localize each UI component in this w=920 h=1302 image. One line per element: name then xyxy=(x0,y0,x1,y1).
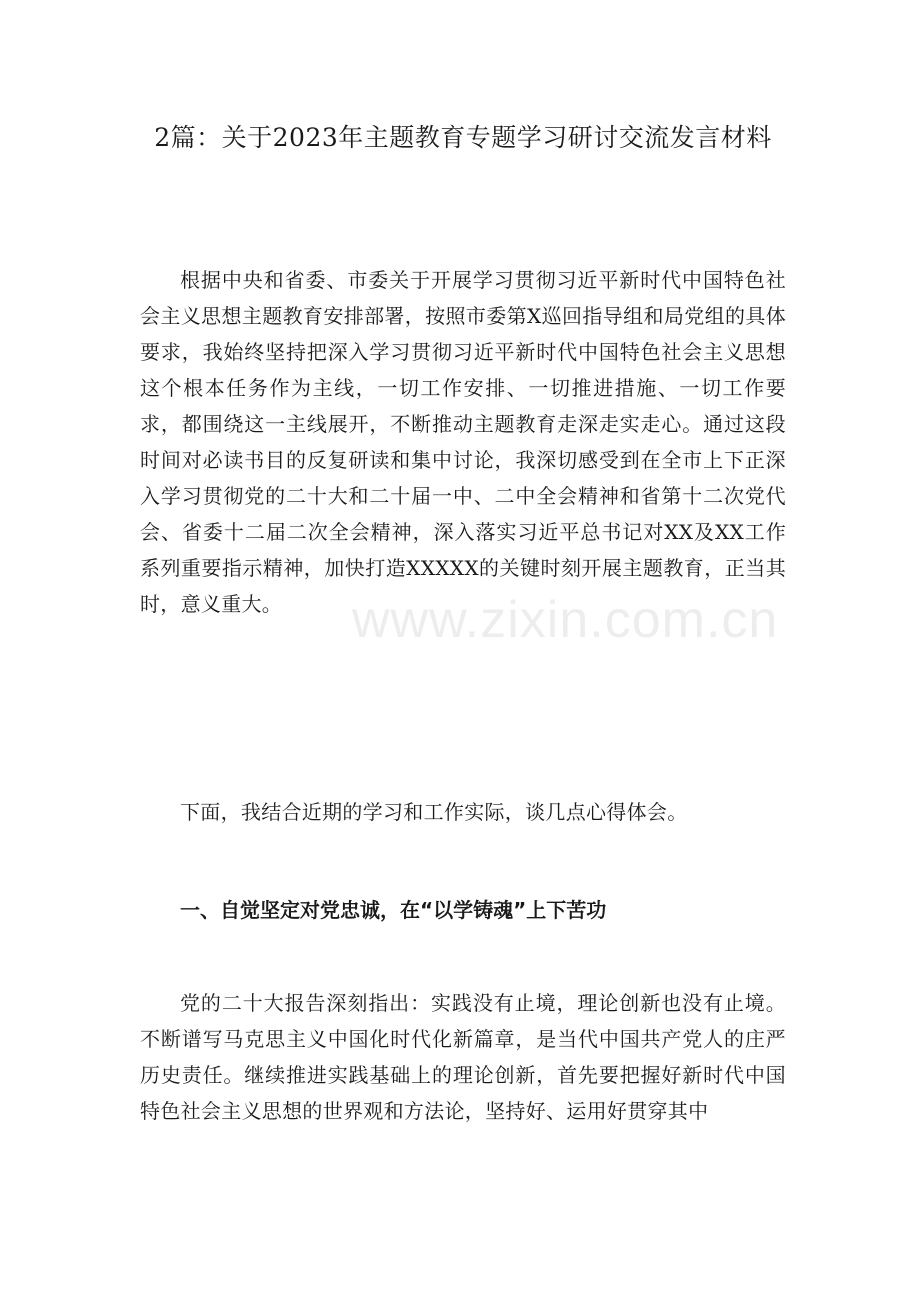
section-paragraph-1: 党的二十大报告深刻指出：实践没有止境，理论创新也没有止境。不断谱写马克思主义中国化时代化新篇章，是当代中国共产党人的庄严历史责任。继续推进实践基础上的理论创新，首先要把握好新时代中国特色社会主义思想的世界观和方法论，坚持好、运用好贯穿其中 xyxy=(140,991,786,1123)
body-paragraph-intro: 根据中央和省委、市委关于开展学习贯彻习近平新时代中国特色社会主义思想主题教育安排部署，按照市委第X巡回指导组和局党组的具体要求，我始终坚持把深入学习贯彻习近平新时代中国特色社会主义思想这个根本任务作为主线，一切工作安排、一切推进措施、一切工作要求，都围绕这一主线展开，不断推动主题教育走深走实走心。通过这段时间对必读书目的反复研读和集中讨论，我深切感受到在全市上下正深入学习贯彻党的二十大和二十届一中、二中全会精神和省第十二次党代会、省委十二届二次全会精神，深入落实习近平总书记对XX及XX工作系列重要指示精神，加快打造XXXXX的关键时刻开展主题教育，正当其时，意义重大。 xyxy=(140,268,786,616)
document-title: 2篇：关于2023年主题教育专题学习研讨交流发言材料 xyxy=(154,123,772,152)
section-heading-1: 一、自觉坚定对党忠诚，在“以学铸魂”上下苦功 xyxy=(180,898,607,922)
watermark: www.zixin.com.cn xyxy=(352,591,779,649)
body-paragraph-transition: 下面，我结合近期的学习和工作实际，谈几点心得体会。 xyxy=(180,800,688,824)
